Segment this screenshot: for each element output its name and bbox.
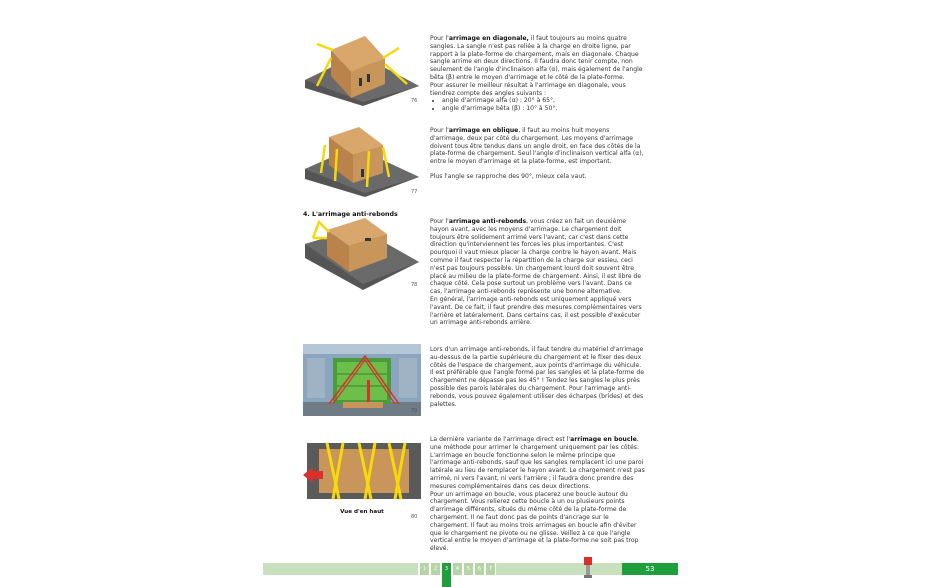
- oblique-lashing-illustration: [303, 125, 421, 197]
- figure-number: 78: [411, 282, 418, 288]
- diagonal-lashing-illustration: [303, 28, 421, 106]
- text-oblique-lashing: Pour l'arrimage en oblique, il faut au moins huit moyens d'arrimage, deux par côté du chargement. Les moyens d'arrimage doivent tous être tendus dans un angle droit, en face des côtés de la plate-forme de chargement. Seul l'angle d'inclinaison vertical alfa (α), entre le moyen d'arrimage et la plate-forme, est important. Plus l'angle se rapproche des 90°, mieux cela vaut.: [430, 127, 644, 180]
- angle-beta-item: • angle d'arrimage bêta (β) : 10° à 50°.: [442, 105, 645, 113]
- figure-anti-rebound-lashing: [303, 218, 421, 290]
- chapter-tab[interactable]: 5: [464, 563, 473, 575]
- chapter-tab[interactable]: 2: [431, 563, 440, 575]
- chapter-tab[interactable]: 4: [453, 563, 462, 575]
- page-marker-icon: [583, 557, 593, 579]
- figure-oblique-lashing: [303, 125, 421, 197]
- text-anti-rebound-detail: Lors d'un arrimage anti-rebonds, il faut tendre du matériel d'arrimage au-dessus de la partie supérieure du chargement et le fixer des deux côtés de l'espace de chargement, aux points d'arrimage du véhicule. Il est préférable que l'angle formé par les sangles et la plate-forme de chargement ne dépasse pas les 45° ! Tendez les sangles le plus près possible des parois latérales du chargement. Pour l'arrimage anti-rebonds, vous pouvez également utiliser des écharpes (brides) et des palettes.: [430, 346, 644, 408]
- chapter-tabs: [420, 563, 495, 575]
- chapter-tab-active[interactable]: 3: [442, 563, 451, 587]
- chapter-tab[interactable]: 7: [486, 563, 495, 575]
- page-number: 53: [622, 563, 678, 575]
- footer-progress-bar: [496, 563, 622, 575]
- figure-number: 76: [411, 98, 418, 104]
- figure-diagonal-lashing: [303, 28, 421, 106]
- truck-load-photo: [303, 344, 421, 416]
- footer-progress-bar: [263, 563, 418, 575]
- text-loop-lashing: La dernière variante de l'arrimage direct est l'arrimage en boucle, une méthode pour arrimer le chargement uniquement par les côtés. L'arrimage en boucle fonctionne selon le même principe que l'arrimage anti-rebonds, sauf que les sangles remplacent ici une paroi latérale au lieu de remplacer le hayon avant. Le chargement n'est pas arrimé, ni vers l'avant, ni vers l'arrière ; il faudra donc prendre des mesures complémentaires dans ces deux directions. Pour un arrimage en boucle, vous placerez une boucle autour du chargement. Vous relierez cette boucle à un ou plusieurs points d'arrimage différents, situés du même côté de la plate-forme de chargement. Il ne faut donc pas de points d'ancrage sur le chargement. Il faut au moins trois arrimages en boucle afin d'éviter que le chargement ne pivote ou ne glisse. Veillez à ce que l'angle vertical entre le moyen d'arrimage et la plate-forme ne soit pas trop élevé.: [430, 436, 645, 553]
- loop-lashing-top-view: [303, 443, 421, 505]
- section-title: 4. L'arrimage anti-rebonds: [303, 211, 398, 218]
- figure-number: 79: [411, 408, 418, 414]
- anti-rebound-lashing-illustration: [303, 218, 421, 290]
- text-diagonal-lashing: Pour l'arrimage en diagonale, il faut toujours au moins quatre sangles. La sangle n'est pas reliée à la charge en droite ligne, par rapport à la plate-forme de chargement, mais en diagonale. Chaque sangle arrime en deux directions. Il faudra donc tenir compte, non seulement de l'angle d'inclinaison alfa (α), mais également de l'angle bêta (β) entre le moyen d'arrimage et le côté de la plate-forme. Pour assurer le meilleur résultat à l'arrimage en diagonale, vous tiendrez compte des angles suivants : • angle d'arrimage alfa (α) : 20° à 65°, • angle d'arrimage bêta (β) : 10° à 50°.: [430, 35, 645, 113]
- figure-number: 77: [411, 189, 418, 195]
- figure-number: 80: [411, 514, 418, 520]
- text-anti-rebound-lashing: Pour l'arrimage anti-rebonds, vous créez en fait un deuxième hayon avant, avec les moyens d'arrimage. Le chargement doit toujours être solidement arrimé vers l'avant, car c'est dans cette direction qu'interviennent les forces les plus importantes. C'est pourquoi il vaut mieux placer la charge contre le hayon avant. Mais comme il faut respecter la répartition de la charge sur essieu, ceci n'est pas toujours possible. Un chargement lourd doit souvent être placé au milieu de la plate-forme de chargement. Ainsi, il est libre de chaque côté. Cela pose surtout un problème vers l'avant. Dans ce cas, l'arrimage anti-rebonds représente une bonne alternative. En général, l'arrimage anti-rebonds est uniquement appliqué vers l'avant. De ce fait, il faut prendre des mesures complémentaires vers l'arrière et latéralement. Dans certains cas, il est possible d'exécuter un arrimage anti-rebonds arrière.: [430, 218, 642, 327]
- figure-loop-lashing: [303, 443, 421, 505]
- figure-caption: Vue d'en haut: [340, 509, 384, 515]
- angle-alpha-item: • angle d'arrimage alfa (α) : 20° à 65°,: [442, 97, 645, 105]
- figure-anti-rebound-photo: [303, 344, 421, 416]
- chapter-tab[interactable]: 1: [420, 563, 429, 575]
- chapter-tab[interactable]: 6: [475, 563, 484, 575]
